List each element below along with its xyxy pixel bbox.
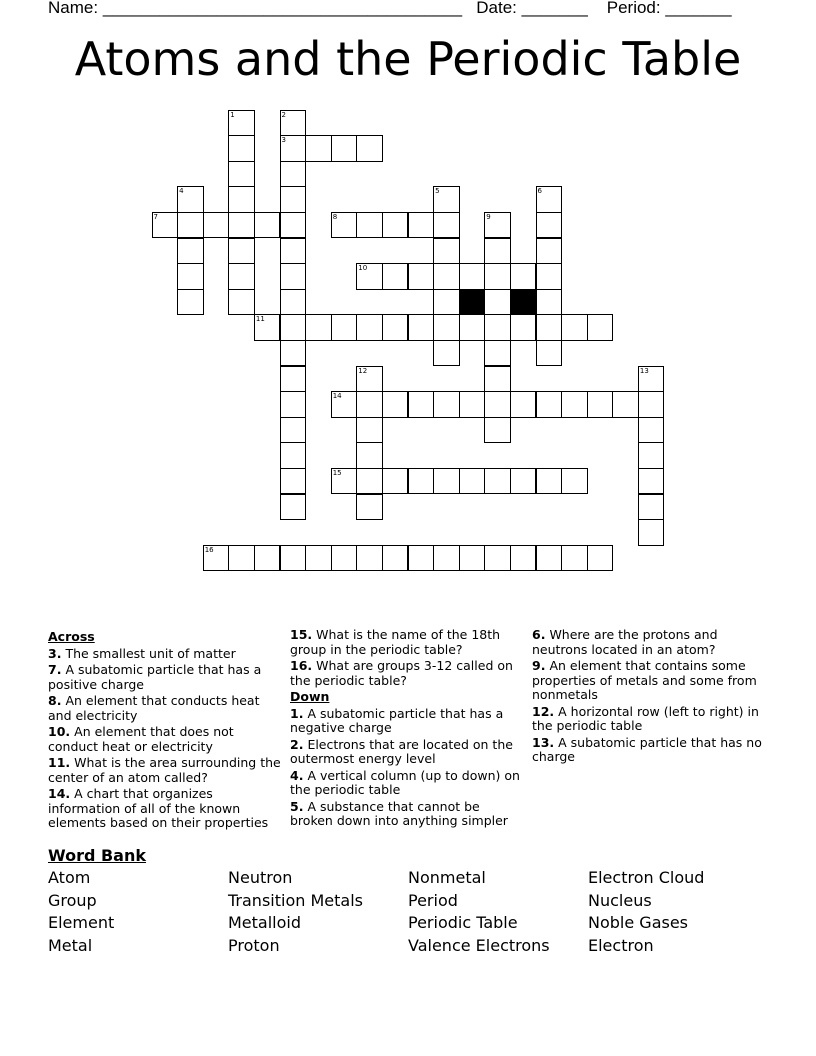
crossword-cell[interactable] [433,545,460,572]
crossword-cell[interactable] [638,417,665,444]
clue-number: 7 [153,212,158,221]
clue-down-9: 9. An element that contains some properties of metals and some from nonmetals [532,658,757,702]
crossword-cell[interactable] [254,314,281,341]
crossword-cell[interactable] [433,186,460,213]
crossword-cell[interactable] [228,212,255,239]
clue-down-5: 5. A substance that cannot be broken down into anything simpler [290,798,508,828]
crossword-cell[interactable] [638,391,665,418]
crossword-cell[interactable] [638,519,665,546]
crossword-cell[interactable] [536,340,563,367]
crossword-cell[interactable] [382,263,409,290]
crossword-cell[interactable] [459,545,486,572]
crossword-cell[interactable] [408,314,435,341]
crossword-cell[interactable] [382,314,409,341]
crossword-cell[interactable] [228,289,255,316]
word-bank-item: Element [48,913,115,933]
clue-across-8: 8. An element that conducts heat and electricity [48,693,260,723]
word-bank-item: Period [408,890,458,910]
clue-down-6: 6. Where are the protons and neutrons located in an atom? [532,627,718,657]
crossword-cell[interactable] [638,442,665,469]
crossword-cell[interactable] [356,366,383,393]
word-bank-item: Nonmetal [408,868,486,887]
crossword-cell[interactable] [536,238,563,265]
crossword-cell[interactable] [228,110,255,137]
crossword-cell[interactable] [203,545,230,572]
crossword-cell[interactable] [459,468,486,495]
crossword-cell[interactable] [356,545,383,572]
crossword-cell[interactable] [177,238,204,265]
clue-number: 11 [255,315,265,324]
clue-across-16: 16. What are groups 3-12 called on the periodic table? [290,658,513,688]
word-bank-item: Metal [48,936,93,956]
clue-number: 12 [358,366,368,375]
clue-down-1: 1. A subatomic particle that has a negative charge [290,705,504,735]
crossword-cell[interactable] [536,314,563,341]
crossword-cell[interactable] [280,186,307,213]
crossword-cell[interactable] [280,289,307,316]
blocked-cell [510,289,537,316]
crossword-cell[interactable] [510,545,537,572]
crossword-cell[interactable] [356,442,383,469]
crossword-cell[interactable] [510,263,537,290]
crossword-cell[interactable] [228,263,255,290]
crossword-cell[interactable] [280,391,307,418]
crossword-cell[interactable] [561,468,588,495]
crossword-cell[interactable] [356,417,383,444]
crossword-cell[interactable] [228,161,255,188]
crossword-cell[interactable] [433,212,460,239]
crossword-cell[interactable] [177,263,204,290]
crossword-cell[interactable] [561,545,588,572]
clue-down-2: 2. Electrons that are located on the outermost energy level [290,736,513,766]
clue-number: 13 [639,366,649,375]
crossword-cell[interactable] [280,110,307,137]
crossword-cell[interactable] [536,468,563,495]
crossword-cell[interactable] [356,494,383,521]
clue-across-3: 3. The smallest unit of matter [48,645,236,661]
crossword-cell[interactable] [510,314,537,341]
crossword-cell[interactable] [433,340,460,367]
page-title: Atoms and the Periodic Table [74,32,742,86]
crossword-cell[interactable] [228,238,255,265]
crossword-cell[interactable] [561,391,588,418]
crossword-cell[interactable] [356,263,383,290]
crossword-cell[interactable] [484,212,511,239]
crossword-cell[interactable] [356,314,383,341]
word-bank-item: Transition Metals [228,890,363,910]
clue-down-12: 12. A horizontal row (left to right) in the periodic table [532,703,759,733]
word-bank-column-3 [408,867,550,958]
word-bank-title: Word Bank [48,846,147,865]
crossword-cell[interactable] [331,391,358,418]
crossword-cell[interactable] [484,289,511,316]
crossword-cell[interactable] [536,186,563,213]
crossword-cell[interactable] [382,212,409,239]
crossword-cell[interactable] [536,263,563,290]
date-blank[interactable]: _______ [521,0,588,17]
crossword-cell[interactable] [331,212,358,239]
crossword-cell[interactable] [331,314,358,341]
crossword-cell[interactable] [254,545,281,572]
crossword-cell[interactable] [177,186,204,213]
crossword-cell[interactable] [561,314,588,341]
crossword-cell[interactable] [433,238,460,265]
clue-down-13: 13. A subatomic particle that has no charge [532,734,762,764]
clue-number: 1 [230,110,235,119]
crossword-cell[interactable] [536,289,563,316]
crossword-cell[interactable] [433,289,460,316]
crossword-cell[interactable] [228,135,255,162]
crossword-cell[interactable] [331,545,358,572]
crossword-cell[interactable] [484,468,511,495]
crossword-cell[interactable] [587,314,614,341]
crossword-cell[interactable] [459,314,486,341]
crossword-cell[interactable] [484,263,511,290]
across-heading: Across [48,629,95,644]
crossword-cell[interactable] [280,238,307,265]
word-bank-item: Neutron [228,868,293,887]
crossword-cell[interactable] [280,161,307,188]
word-bank-item: Proton [228,936,280,956]
crossword-cell[interactable] [408,212,435,239]
crossword-cell[interactable] [408,391,435,418]
crossword-cell[interactable] [280,468,307,495]
name-blank[interactable]: ______________________________________ [102,0,463,17]
word-bank-column-1 [48,867,114,958]
crossword-cell[interactable] [484,545,511,572]
crossword-cell[interactable] [280,545,307,572]
crossword-cell[interactable] [484,340,511,367]
crossword-cell[interactable] [433,468,460,495]
crossword-cell[interactable] [408,545,435,572]
crossword-cell[interactable] [408,468,435,495]
crossword-cell[interactable] [433,263,460,290]
crossword-cell[interactable] [356,468,383,495]
crossword-cell[interactable] [280,494,307,521]
clue-number: 8 [332,212,338,221]
clue-number: 16 [204,545,214,554]
clue-number: 3 [281,136,286,145]
crossword-cell[interactable] [280,442,307,469]
word-bank-item: Atom [48,868,91,887]
crossword-cell[interactable] [305,135,332,162]
crossword-cell[interactable] [536,212,563,239]
crossword-cell[interactable] [536,545,563,572]
crossword-cell[interactable] [280,263,307,290]
period-label: Period: [606,0,661,17]
word-bank-item: Electron Cloud [588,868,705,887]
crossword-cell[interactable] [587,545,614,572]
crossword-cell[interactable] [433,391,460,418]
crossword-cell[interactable] [484,366,511,393]
clues-column-1 [48,628,284,833]
clue-number: 4 [179,187,184,196]
crossword-cell[interactable] [331,468,358,495]
crossword-cell[interactable] [280,212,307,239]
crossword-cell[interactable] [587,391,614,418]
clue-down-4: 4. A vertical column (up to down) on the periodic table [290,767,520,797]
clue-number: 6 [537,187,542,196]
clue-number: 2 [281,110,286,119]
word-bank-item: Electron [588,936,654,956]
clue-number: 5 [435,187,440,196]
word-bank-item: Periodic Table [408,913,518,933]
crossword-cell[interactable] [254,212,281,239]
crossword-cell[interactable] [356,212,383,239]
crossword-cell[interactable] [459,263,486,290]
clue-across-15: 15. What is the name of the 18th group in the periodic table? [290,627,501,657]
word-bank-item: Nucleus [588,890,652,910]
clue-across-7: 7. A subatomic particle that has a positive charge [48,662,262,692]
crossword-cell[interactable] [177,212,204,239]
crossword-cell[interactable] [510,468,537,495]
crossword-cell[interactable] [459,391,486,418]
crossword-cell[interactable] [408,263,435,290]
crossword-cell[interactable] [382,391,409,418]
crossword-cell[interactable] [356,391,383,418]
clue-number: 10 [358,264,368,273]
crossword-cell[interactable] [228,545,255,572]
crossword-cell[interactable] [331,135,358,162]
crossword-cell[interactable] [203,212,230,239]
crossword-cell[interactable] [228,186,255,213]
crossword-cell[interactable] [510,391,537,418]
name-label: Name: [48,0,99,17]
date-label: Date: [476,0,517,17]
crossword-cell[interactable] [484,391,511,418]
word-bank-item: Valence Electrons [408,936,550,956]
word-bank-item: Noble Gases [588,913,689,933]
crossword-cell[interactable] [536,391,563,418]
word-bank-column-2 [228,867,363,958]
crossword-cell[interactable] [638,366,665,393]
crossword-cell[interactable] [280,314,307,341]
word-bank-item: Metalloid [228,913,302,933]
crossword-cell[interactable] [484,417,511,444]
crossword-cell[interactable] [433,314,460,341]
crossword-cell[interactable] [177,289,204,316]
crossword-cell[interactable] [638,494,665,521]
down-heading: Down [290,689,330,704]
clue-number: 15 [332,468,342,477]
crossword-cell[interactable] [356,135,383,162]
clues-column-3 [532,628,764,767]
crossword-cell[interactable] [305,545,332,572]
crossword-cell[interactable] [382,545,409,572]
crossword-cell[interactable] [280,135,307,162]
crossword-cell[interactable] [484,314,511,341]
crossword-cell[interactable] [280,366,307,393]
crossword-cell[interactable] [152,212,179,239]
clue-number: 14 [332,392,342,401]
word-bank-column-4 [588,867,704,958]
blocked-cell [459,289,486,316]
period-blank[interactable]: _______ [665,0,732,17]
crossword-cell[interactable] [612,391,639,418]
crossword-cell[interactable] [484,238,511,265]
clue-across-14: 14. A chart that organizes information of all of the known elements based on their properties [48,786,269,830]
crossword-cell[interactable] [305,314,332,341]
crossword-cell[interactable] [280,340,307,367]
crossword-cell[interactable] [280,417,307,444]
crossword-cell[interactable] [638,468,665,495]
word-bank-item: Group [48,890,97,910]
clue-across-10: 10. An element that does not conduct heat or electricity [48,724,234,754]
clues-column-2 [290,628,522,831]
clue-number: 9 [486,212,491,221]
clue-across-11: 11. What is the area surrounding the center of an atom called? [48,755,281,785]
crossword-cell[interactable] [382,468,409,495]
